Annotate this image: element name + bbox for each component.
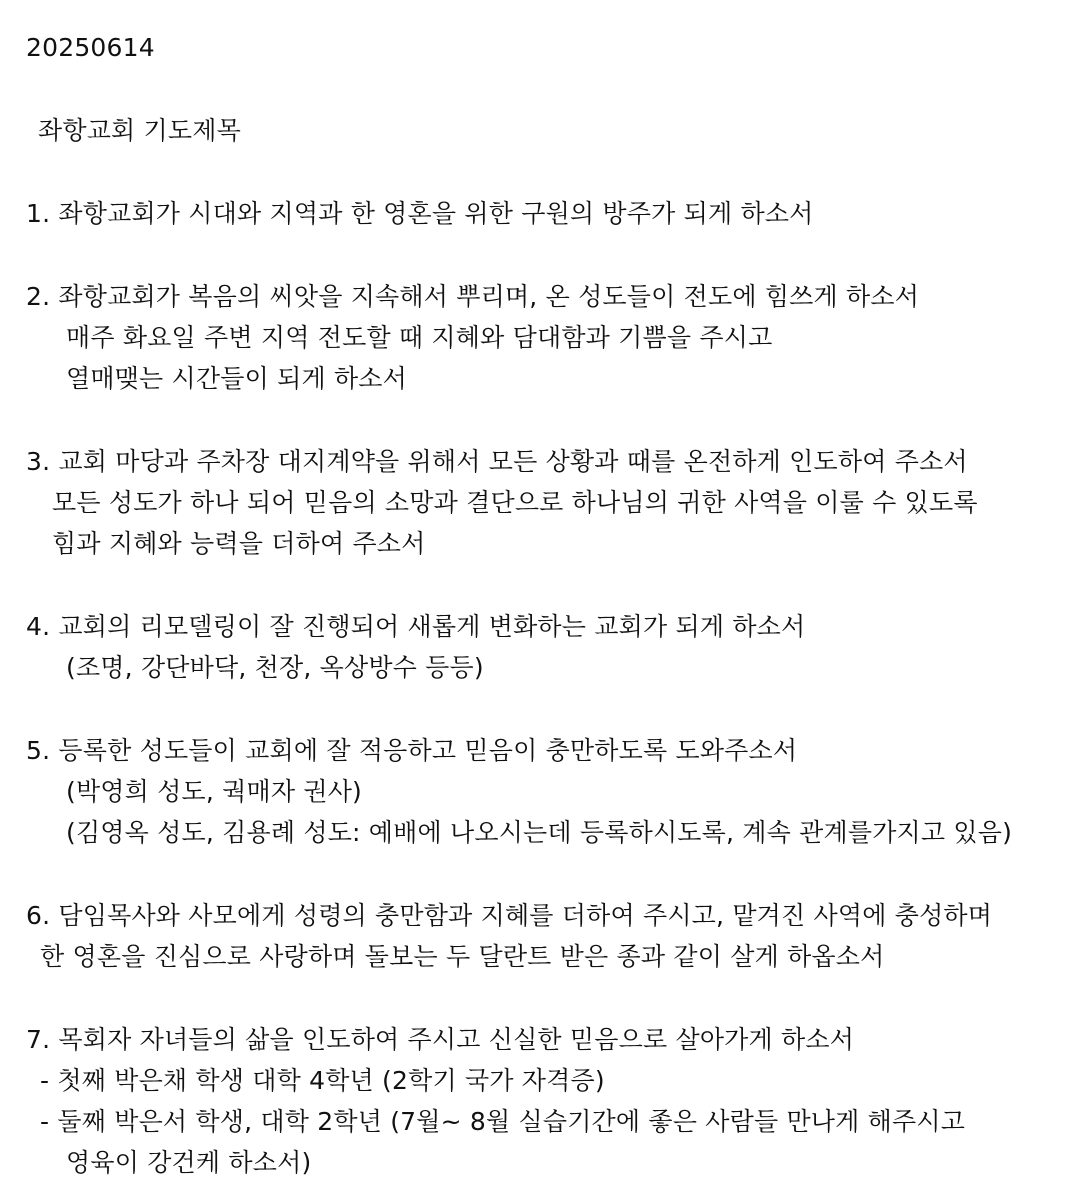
- prayer-item-2-sub-1: 매주 화요일 주변 지역 전도할 때 지혜와 담대함과 기쁨을 주시고: [66, 323, 773, 352]
- prayer-item-2-sub-2: 열매맺는 시간들이 되게 하소서: [66, 364, 407, 393]
- prayer-item-6-sub-1: 한 영혼을 진심으로 사랑하며 돌보는 두 달란트 받은 종과 같이 살게 하옵소서: [40, 942, 885, 971]
- prayer-item-4: 4. 교회의 리모델링이 잘 진행되어 새롭게 변화하는 교회가 되게 하소서: [26, 612, 806, 641]
- prayer-item-4-sub-1: (조명, 강단바닥, 천장, 옥상방수 등등): [66, 653, 484, 682]
- prayer-item-5-sub-1: (박영희 성도, 궉매자 권사): [66, 777, 362, 806]
- prayer-item-3: 3. 교회 마당과 주차장 대지계약을 위해서 모든 상황과 때를 온전하게 인도하여 주소서: [26, 447, 968, 476]
- prayer-item-7-sub-3: 영육이 강건케 하소서): [66, 1148, 312, 1177]
- prayer-item-1: 1. 좌항교회가 시대와 지역과 한 영혼을 위한 구원의 방주가 되게 하소서: [26, 199, 814, 228]
- document-title: 좌항교회 기도제목: [38, 116, 241, 145]
- document-date: 20250614: [26, 33, 155, 62]
- prayer-item-5-sub-2: (김영옥 성도, 김용례 성도: 예배에 나오시는데 등록하시도록, 계속 관계를가지고 있음): [66, 818, 1013, 847]
- prayer-item-3-sub-1: 모든 성도가 하나 되어 믿음의 소망과 결단으로 하나님의 귀한 사역을 이룰 수 있도록: [52, 488, 978, 517]
- prayer-item-3-sub-2: 힘과 지혜와 능력을 더하여 주소서: [52, 529, 426, 558]
- prayer-item-5: 5. 등록한 성도들이 교회에 잘 적응하고 믿음이 충만하도록 도와주소서: [26, 736, 798, 765]
- prayer-item-2: 2. 좌항교회가 복음의 씨앗을 지속해서 뿌리며, 온 성도들이 전도에 힘쓰게 하소서: [26, 282, 920, 311]
- prayer-item-7-sub-2: - 둘째 박은서 학생, 대학 2학년 (7월~ 8월 실습기간에 좋은 사람들 만나게 해주시고: [40, 1107, 966, 1136]
- prayer-item-6: 6. 담임목사와 사모에게 성령의 충만함과 지혜를 더하여 주시고, 맡겨진 사역에 충성하며: [26, 901, 993, 930]
- prayer-item-7: 7. 목회자 자녀들의 삶을 인도하여 주시고 신실한 믿음으로 살아가게 하소서: [26, 1025, 855, 1054]
- prayer-item-7-sub-1: - 첫째 박은채 학생 대학 4학년 (2학기 국가 자격증): [40, 1066, 605, 1095]
